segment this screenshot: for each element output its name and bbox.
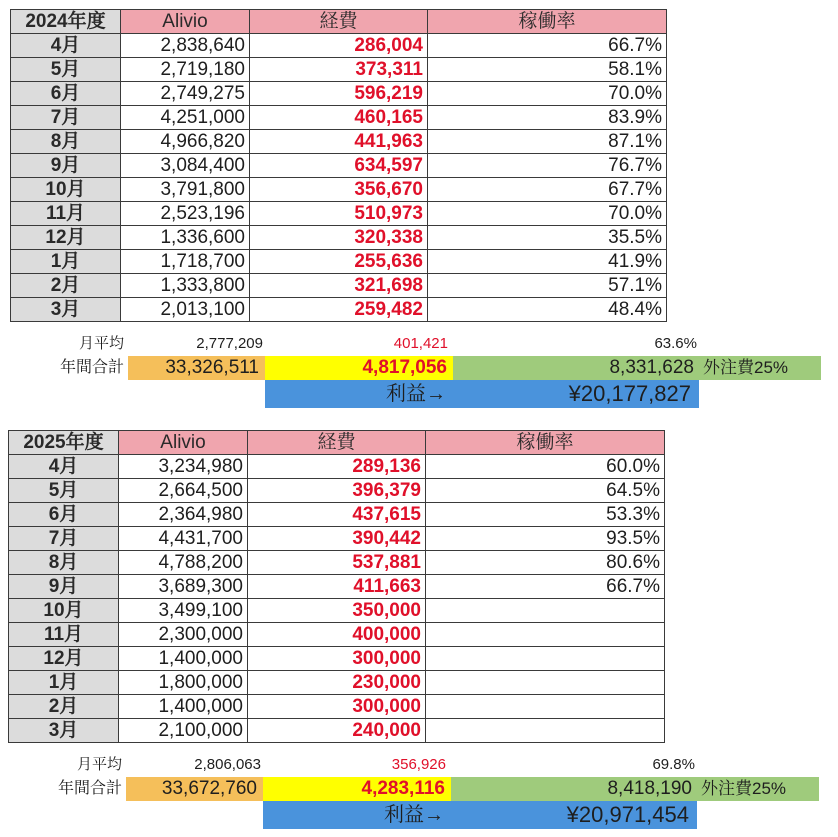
utilization-rate-cell: 48.4%: [428, 298, 667, 322]
alivio-cell: 2,100,000: [119, 719, 248, 743]
month-label: 5月: [9, 479, 119, 503]
utilization-rate-cell: 58.1%: [428, 58, 667, 82]
utilization-rate-cell: [426, 623, 665, 647]
utilization-rate-cell: 93.5%: [426, 527, 665, 551]
expense-cell: 320,338: [250, 226, 428, 250]
alivio-cell: 3,689,300: [119, 575, 248, 599]
table-row: [9, 455, 665, 479]
header-alivio: Alivio: [119, 431, 248, 455]
month-label: 7月: [11, 106, 121, 130]
alivio-cell: 2,838,640: [121, 34, 250, 58]
fiscal-year-label: 2024年度: [11, 10, 121, 34]
alivio-cell: 2,719,180: [121, 58, 250, 82]
table-row: [9, 695, 665, 719]
expense-cell: 441,963: [250, 130, 428, 154]
utilization-rate-cell: 83.9%: [428, 106, 667, 130]
utilization-rate-cell: 53.3%: [426, 503, 665, 527]
table-row: [9, 623, 665, 647]
month-label: 3月: [11, 298, 121, 322]
table-row: [11, 130, 667, 154]
profit-row: [263, 801, 697, 829]
table-row: [11, 154, 667, 178]
expense-cell: 373,311: [250, 58, 428, 82]
profit-value: ¥20,971,454: [566, 802, 689, 827]
month-label: 6月: [11, 82, 121, 106]
table-row: [11, 82, 667, 106]
expense-cell: 460,165: [250, 106, 428, 130]
alivio-cell: 4,966,820: [121, 130, 250, 154]
alivio-cell: 1,336,600: [121, 226, 250, 250]
table-row: [9, 719, 665, 743]
alivio-cell: 2,749,275: [121, 82, 250, 106]
table-row: [11, 106, 667, 130]
utilization-rate-cell: 70.0%: [428, 202, 667, 226]
average-label: 月平均: [78, 335, 124, 352]
table-row: [11, 58, 667, 82]
utilization-rate-cell: 60.0%: [426, 455, 665, 479]
table-row: [9, 503, 665, 527]
outsourcing-cost-cell: [451, 777, 819, 801]
month-label: 8月: [11, 130, 121, 154]
utilization-rate-cell: 66.7%: [428, 34, 667, 58]
utilization-rate-cell: 70.0%: [428, 82, 667, 106]
expense-cell: 240,000: [248, 719, 426, 743]
utilization-rate-cell: [426, 719, 665, 743]
expense-cell: 390,442: [248, 527, 426, 551]
table-header-row: [11, 10, 667, 34]
table-row: [9, 527, 665, 551]
total-alivio: 33,326,511: [128, 356, 265, 380]
table-row: [9, 671, 665, 695]
expense-cell: 356,670: [250, 178, 428, 202]
month-label: 12月: [11, 226, 121, 250]
expense-cell: 634,597: [250, 154, 428, 178]
expense-cell: 289,136: [248, 455, 426, 479]
revenue-table: [10, 9, 667, 322]
expense-cell: 230,000: [248, 671, 426, 695]
outsourcing-cost: 8,418,190: [607, 778, 692, 799]
month-label: 2月: [11, 274, 121, 298]
average-label: 月平均: [76, 756, 122, 773]
month-label: 5月: [11, 58, 121, 82]
alivio-cell: 3,234,980: [119, 455, 248, 479]
alivio-cell: 2,664,500: [119, 479, 248, 503]
header-utilization-rate: 稼働率: [426, 431, 665, 455]
profit-label: 利益→: [384, 804, 444, 826]
total-label: 年間合計: [57, 780, 122, 797]
utilization-rate-cell: 66.7%: [426, 575, 665, 599]
utilization-rate-cell: 57.1%: [428, 274, 667, 298]
expense-cell: 259,482: [250, 298, 428, 322]
utilization-rate-cell: 35.5%: [428, 226, 667, 250]
outsourcing-note: 外注費25%: [703, 358, 789, 377]
month-label: 1月: [11, 250, 121, 274]
table-row: [11, 298, 667, 322]
total-alivio: 33,672,760: [126, 777, 263, 801]
profit-label: 利益→: [386, 383, 446, 405]
month-label: 9月: [11, 154, 121, 178]
table-row: [11, 202, 667, 226]
expense-cell: 286,004: [250, 34, 428, 58]
month-label: 2月: [9, 695, 119, 719]
table-row: [11, 178, 667, 202]
month-label: 7月: [9, 527, 119, 551]
alivio-cell: 1,800,000: [119, 671, 248, 695]
table-row: [9, 575, 665, 599]
table-row: [9, 479, 665, 503]
expense-cell: 300,000: [248, 695, 426, 719]
month-label: 11月: [11, 202, 121, 226]
month-label: 4月: [9, 455, 119, 479]
expense-cell: 510,973: [250, 202, 428, 226]
average-rate: 63.6%: [654, 335, 697, 352]
alivio-cell: 3,791,800: [121, 178, 250, 202]
month-label: 3月: [9, 719, 119, 743]
profit-value: ¥20,177,827: [568, 381, 691, 406]
utilization-rate-cell: [426, 671, 665, 695]
expense-cell: 396,379: [248, 479, 426, 503]
month-label: 4月: [11, 34, 121, 58]
month-label: 8月: [9, 551, 119, 575]
total-label: 年間合計: [59, 359, 124, 376]
utilization-rate-cell: 67.7%: [428, 178, 667, 202]
table-row: [9, 599, 665, 623]
alivio-cell: 2,523,196: [121, 202, 250, 226]
table-row: [11, 274, 667, 298]
average-alivio: 2,777,209: [196, 335, 263, 352]
alivio-cell: 1,718,700: [121, 250, 250, 274]
fiscal-year-label: 2025年度: [9, 431, 119, 455]
utilization-rate-cell: [426, 695, 665, 719]
month-label: 12月: [9, 647, 119, 671]
expense-cell: 321,698: [250, 274, 428, 298]
expense-cell: 411,663: [248, 575, 426, 599]
alivio-cell: 4,788,200: [119, 551, 248, 575]
month-label: 9月: [9, 575, 119, 599]
month-label: 10月: [11, 178, 121, 202]
header-expense: 経費: [250, 10, 428, 34]
table-row: [11, 34, 667, 58]
utilization-rate-cell: [426, 599, 665, 623]
table-row: [9, 551, 665, 575]
outsourcing-cost-cell: [453, 356, 821, 380]
alivio-cell: 1,400,000: [119, 695, 248, 719]
month-label: 1月: [9, 671, 119, 695]
month-label: 11月: [9, 623, 119, 647]
alivio-cell: 1,333,800: [121, 274, 250, 298]
outsourcing-cost: 8,331,628: [609, 357, 694, 378]
utilization-rate-cell: 41.9%: [428, 250, 667, 274]
revenue-table: [8, 430, 665, 743]
outsourcing-note: 外注費25%: [701, 779, 787, 798]
expense-cell: 255,636: [250, 250, 428, 274]
utilization-rate-cell: 80.6%: [426, 551, 665, 575]
table-row: [11, 250, 667, 274]
average-alivio: 2,806,063: [194, 756, 261, 773]
table-header-row: [9, 431, 665, 455]
utilization-rate-cell: 87.1%: [428, 130, 667, 154]
alivio-cell: 2,364,980: [119, 503, 248, 527]
alivio-cell: 2,300,000: [119, 623, 248, 647]
alivio-cell: 3,084,400: [121, 154, 250, 178]
alivio-cell: 4,431,700: [119, 527, 248, 551]
expense-cell: 437,615: [248, 503, 426, 527]
total-expense: 4,283,116: [263, 777, 451, 801]
table-row: [9, 647, 665, 671]
utilization-rate-cell: [426, 647, 665, 671]
alivio-cell: 3,499,100: [119, 599, 248, 623]
expense-cell: 350,000: [248, 599, 426, 623]
average-expense: 401,421: [393, 335, 448, 352]
expense-cell: 400,000: [248, 623, 426, 647]
utilization-rate-cell: 76.7%: [428, 154, 667, 178]
month-label: 6月: [9, 503, 119, 527]
month-label: 10月: [9, 599, 119, 623]
header-expense: 経費: [248, 431, 426, 455]
alivio-cell: 4,251,000: [121, 106, 250, 130]
expense-cell: 300,000: [248, 647, 426, 671]
average-expense: 356,926: [391, 756, 446, 773]
average-rate: 69.8%: [652, 756, 695, 773]
total-expense: 4,817,056: [265, 356, 453, 380]
header-alivio: Alivio: [121, 10, 250, 34]
utilization-rate-cell: 64.5%: [426, 479, 665, 503]
table-row: [11, 226, 667, 250]
alivio-cell: 1,400,000: [119, 647, 248, 671]
alivio-cell: 2,013,100: [121, 298, 250, 322]
expense-cell: 537,881: [248, 551, 426, 575]
header-utilization-rate: 稼働率: [428, 10, 667, 34]
expense-cell: 596,219: [250, 82, 428, 106]
profit-row: [265, 380, 699, 408]
